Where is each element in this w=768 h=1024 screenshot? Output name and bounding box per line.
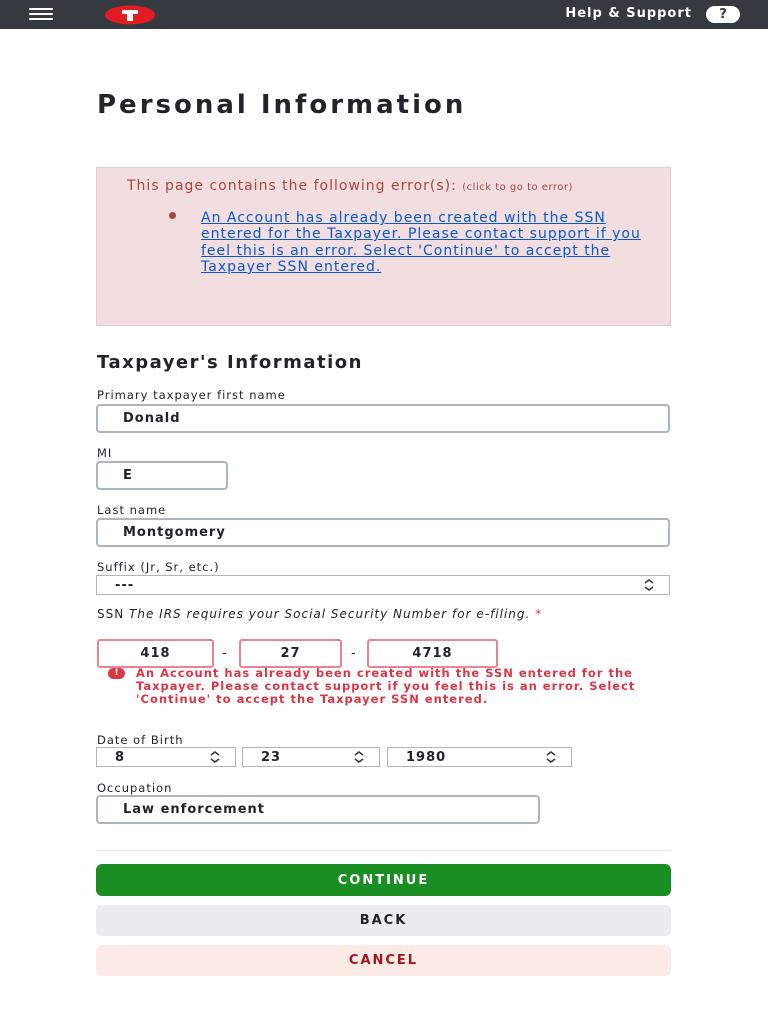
dob-month-value: 8 — [115, 749, 126, 765]
error-summary-heading — [127, 178, 587, 196]
occupation-label: Occupation — [97, 781, 173, 795]
hamburger-menu-icon[interactable] — [29, 8, 53, 21]
top-navbar — [0, 0, 768, 29]
mi-label: MI — [97, 446, 113, 460]
dob-day-select[interactable] — [242, 747, 380, 767]
first-name-label: Primary taxpayer first name — [97, 388, 286, 402]
suffix-select[interactable] — [96, 575, 670, 595]
suffix-select-value: --- — [115, 577, 135, 593]
error-summary-hint: (click to go to error) — [462, 182, 573, 193]
ssn-part3-input[interactable]: 4718 — [367, 639, 498, 668]
help-support-link[interactable]: Help & Support — [565, 6, 692, 21]
error-bullet-icon — [169, 212, 176, 219]
chevron-up-down-icon — [209, 750, 221, 764]
ssn-separator: - — [222, 646, 227, 661]
mi-input[interactable]: E — [96, 461, 228, 490]
ssn-label-text: SSN — [97, 607, 125, 621]
tax-brand-logo-icon[interactable] — [104, 5, 156, 25]
chevron-up-down-icon — [353, 750, 365, 764]
question-circle-icon[interactable]: ? — [706, 6, 740, 23]
dob-year-value: 1980 — [406, 749, 447, 765]
error-summary-box — [96, 167, 671, 326]
ssn-part2-input[interactable]: 27 — [239, 639, 342, 668]
error-exclamation-icon: ! — [108, 668, 125, 679]
ssn-error-link[interactable]: An Account has already been created with the SSN entered for the Taxpayer. Please contact support if you feel this is an error. Select 'Continue' to accept the Taxpayer SSN entered. — [201, 210, 641, 275]
continue-button[interactable]: CONTINUE — [96, 864, 671, 896]
error-summary-heading-text: This page contains the following error(s): — [127, 178, 457, 194]
cancel-button[interactable]: CANCEL — [96, 945, 671, 976]
last-name-input[interactable]: Montgomery — [96, 518, 670, 547]
ssn-part1-input[interactable]: 418 — [97, 639, 214, 668]
occupation-input[interactable]: Law enforcement — [96, 795, 540, 824]
first-name-input[interactable]: Donald — [96, 404, 670, 433]
required-marker: * — [535, 607, 543, 621]
dob-label: Date of Birth — [97, 733, 184, 747]
last-name-label: Last name — [97, 503, 167, 517]
form-divider — [96, 850, 671, 851]
suffix-label: Suffix (Jr, Sr, etc.) — [97, 560, 220, 574]
ssn-error-message: An Account has already been created with the SSN entered for the Taxpayer. Please contact support if you feel this is an error. Select 'Continue' to accept the Taxpayer SSN entered. — [136, 666, 636, 706]
dob-day-value: 23 — [261, 749, 282, 765]
dob-month-select[interactable] — [96, 747, 236, 767]
dob-year-select[interactable] — [387, 747, 572, 767]
ssn-note: The IRS requires your Social Security Number for e-filing. — [129, 607, 531, 621]
back-button[interactable]: BACK — [96, 905, 671, 936]
section-title: Taxpayer's Information — [97, 352, 363, 373]
chevron-up-down-icon — [545, 750, 557, 764]
ssn-label — [97, 606, 597, 623]
ssn-separator: - — [351, 646, 356, 661]
page-title: Personal Information — [97, 90, 467, 120]
chevron-up-down-icon — [643, 578, 655, 592]
